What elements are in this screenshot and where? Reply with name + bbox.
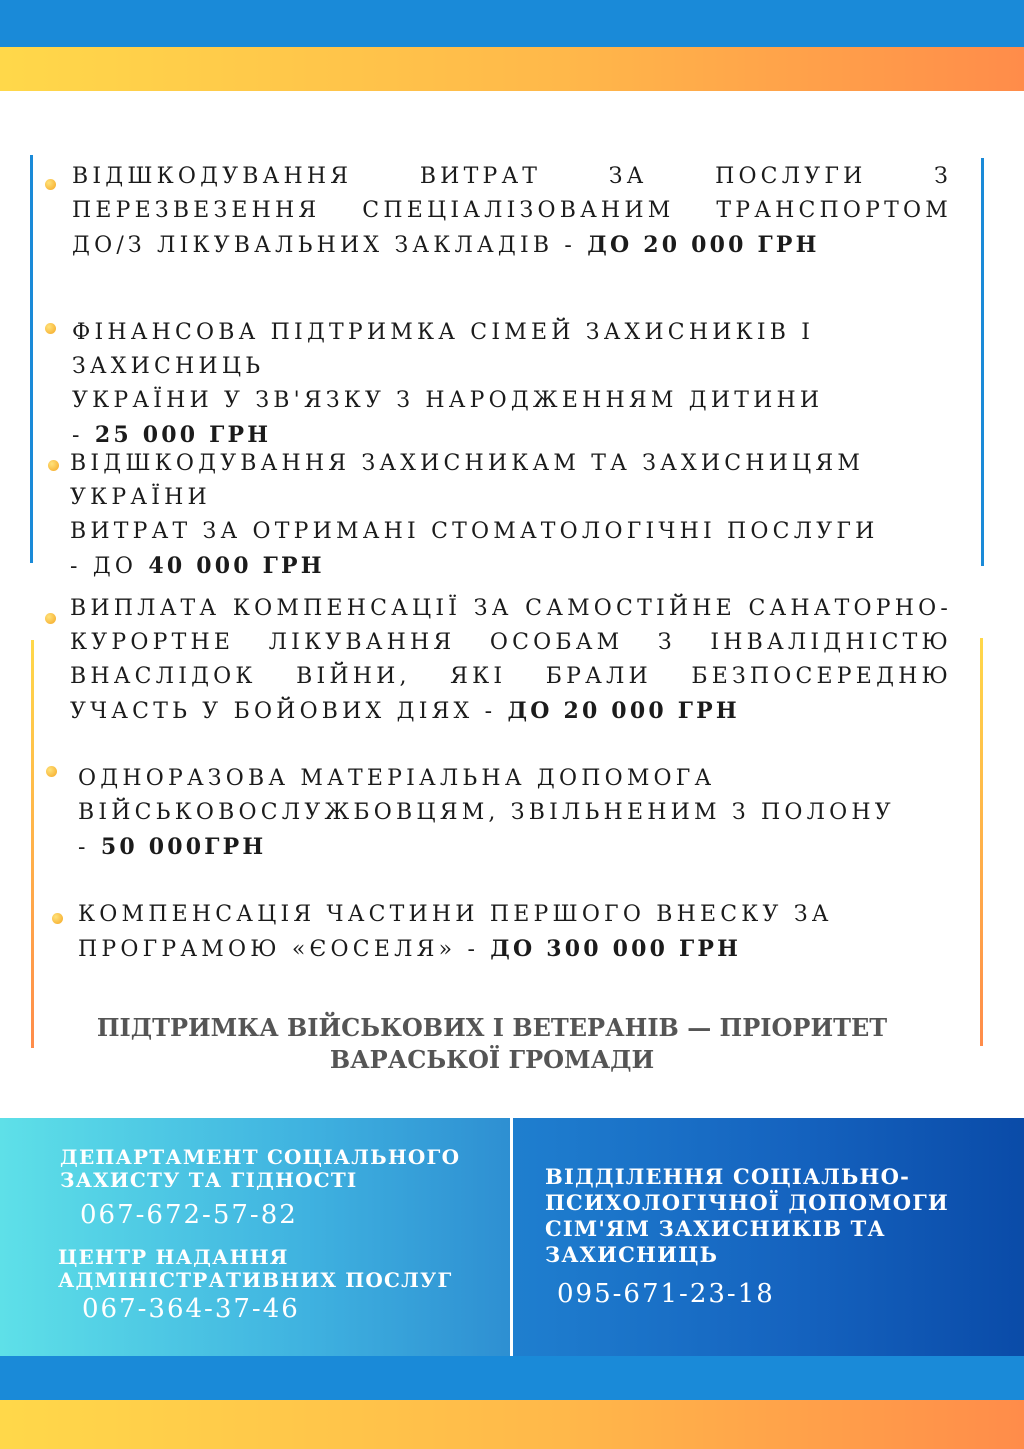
admin-center-phone[interactable]: 067-364-37-46 bbox=[82, 1294, 300, 1324]
bottom-blue-band bbox=[0, 1356, 1024, 1400]
item-text: ПРОГРАМОЮ «ЄОСЕЛЯ» - bbox=[78, 937, 491, 962]
contacts-footer bbox=[0, 1118, 1024, 1356]
list-item bbox=[70, 592, 952, 729]
department-title: ДЕПАРТАМЕНТ СОЦІАЛЬНОГО ЗАХИСТУ ТА ГІДНОСТІ bbox=[60, 1145, 461, 1192]
top-blue-band bbox=[0, 0, 1024, 47]
item-text: ВІДШКОДУВАННЯ ВИТРАТ ЗА ПОСЛУГИ З ПЕРЕЗВЕЗЕННЯ СПЕЦІАЛІЗОВАНИМ ТРАНСПОРТОМ ДО/З ЛІКУВАЛЬНИХ ЗАКЛАДІВ - bbox=[72, 164, 952, 258]
list-item bbox=[70, 447, 950, 584]
list-item bbox=[72, 160, 952, 263]
item-prefix: - bbox=[72, 423, 95, 448]
bullet-dot-icon bbox=[52, 913, 63, 924]
item-amount: 25 000 ГРН bbox=[94, 422, 272, 448]
bullet-dot-icon bbox=[45, 323, 56, 334]
item-amount: ДО 20 000 ГРН bbox=[587, 232, 820, 258]
item-text: УКРАЇНИ У ЗВ'ЯЗКУ З НАРОДЖЕННЯМ ДИТИНИ bbox=[72, 388, 824, 413]
item-amount: ДО 20 000 ГРН bbox=[507, 698, 740, 724]
item-prefix: - ДО bbox=[70, 554, 149, 579]
bullet-dot-icon bbox=[45, 613, 56, 624]
right-blue-line bbox=[981, 158, 984, 566]
psych-support-phone[interactable]: 095-671-23-18 bbox=[557, 1279, 775, 1309]
right-orange-line bbox=[980, 638, 983, 1046]
item-text: ВИПЛАТА КОМПЕНСАЦІЇ ЗА САМОСТІЙНЕ САНАТОРНО-КУРОРТНЕ ЛІКУВАННЯ ОСОБАМ З ІНВАЛІДНІСТЮ ВНАСЛІДОК ВІЙНИ, ЯКІ БРАЛИ БЕЗПОСЕРЕДНЮ УЧАСТЬ У БОЙОВИХ ДІЯХ - bbox=[70, 596, 952, 724]
motto-heading: ПІДТРИМКА ВІЙСЬКОВИХ І ВЕТЕРАНІВ — ПРІОРИТЕТ ВАРАСЬКОЇ ГРОМАДИ bbox=[96, 1013, 888, 1074]
item-text: ОДНОРАЗОВА МАТЕРІАЛЬНА ДОПОМОГА bbox=[78, 766, 716, 791]
item-amount: 50 000ГРН bbox=[100, 834, 267, 860]
top-yellow-band bbox=[0, 47, 1024, 91]
admin-center-title: ЦЕНТР НАДАННЯ АДМІНІСТРАТИВНИХ ПОСЛУГ bbox=[58, 1245, 453, 1292]
bullet-dot-icon bbox=[46, 766, 57, 777]
bullet-dot-icon bbox=[48, 460, 59, 471]
left-blue-line bbox=[30, 155, 33, 563]
bullet-dot-icon bbox=[45, 179, 56, 190]
item-text: ФІНАНСОВА ПІДТРИМКА СІМЕЙ ЗАХИСНИКІВ І ЗАХИСНИЦЬ bbox=[72, 320, 815, 379]
list-item bbox=[72, 316, 952, 453]
item-prefix: - bbox=[78, 835, 101, 860]
item-text: ВІДШКОДУВАННЯ ЗАХИСНИКАМ ТА ЗАХИСНИЦЯМ УКРАЇНИ bbox=[70, 451, 865, 510]
item-amount: 40 000 ГРН bbox=[148, 553, 325, 579]
left-orange-line bbox=[31, 640, 34, 1048]
list-item bbox=[78, 898, 958, 967]
department-phone[interactable]: 067-672-57-82 bbox=[80, 1200, 298, 1230]
item-text: ВІЙСЬКОВОСЛУЖБОВЦЯМ, ЗВІЛЬНЕНИМ З ПОЛОНУ bbox=[78, 800, 895, 825]
psych-support-title: ВІДДІЛЕННЯ СОЦІАЛЬНО-ПСИХОЛОГІЧНОЇ ДОПОМОГИ СІМ'ЯМ ЗАХИСНИКІВ ТА ЗАХИСНИЦЬ bbox=[545, 1164, 949, 1267]
list-item bbox=[78, 762, 958, 865]
bottom-yellow-band bbox=[0, 1400, 1024, 1449]
item-text: КОМПЕНСАЦІЯ ЧАСТИНИ ПЕРШОГО ВНЕСКУ ЗА bbox=[78, 902, 833, 927]
item-amount: ДО 300 000 ГРН bbox=[490, 936, 742, 962]
item-text: ВИТРАТ ЗА ОТРИМАНІ СТОМАТОЛОГІЧНІ ПОСЛУГИ bbox=[70, 519, 879, 544]
